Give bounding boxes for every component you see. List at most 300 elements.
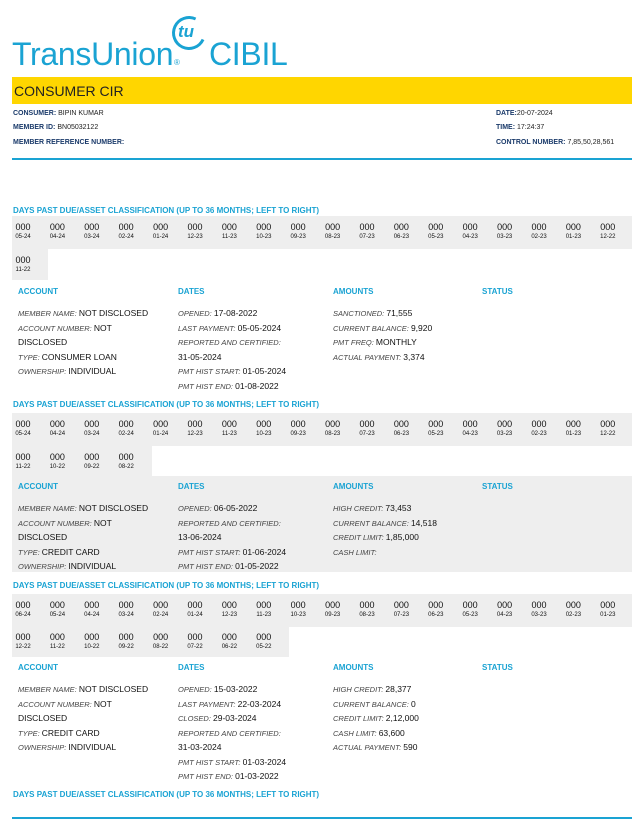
field-value: 31-03-2024 (178, 742, 222, 752)
dpd-cell (8, 419, 38, 437)
field-label: OPENED: (178, 504, 214, 513)
dpd-value: 000 (600, 600, 616, 610)
field-value: 28,377 (385, 684, 412, 694)
member-id-field (13, 124, 98, 131)
account-field (18, 364, 116, 380)
field-value: NOT (93, 698, 112, 709)
field-label: ACCOUNT NUMBER: (18, 323, 94, 333)
dpd-cell (593, 600, 623, 618)
dpd-value: 000 (462, 600, 478, 610)
field-label: OPENED: (178, 685, 214, 694)
dpd-section-title: DAYS PAST DUE/ASSET CLASSIFICATION (UP TO 36 MONTHS; LEFT TO RIGHT) (13, 790, 320, 799)
dpd-value: 000 (290, 419, 306, 429)
dpd-month: 06-23 (428, 612, 444, 618)
dpd-cell (111, 419, 141, 437)
dpd-value: 000 (15, 452, 31, 462)
dpd-cell (386, 600, 416, 618)
account-field (18, 740, 116, 756)
dpd-value: 000 (497, 222, 513, 232)
amounts-field (333, 306, 412, 322)
dpd-cell (249, 222, 279, 240)
dpd-month: 02-23 (565, 612, 582, 618)
field-label: TYPE: (18, 728, 42, 738)
dpd-cell (490, 600, 520, 618)
amounts-field (333, 682, 411, 698)
dpd-cell (318, 222, 348, 240)
field-label: CASH LIMIT: (333, 547, 377, 557)
amounts-field (333, 711, 419, 727)
account-field (18, 559, 116, 575)
field-label: OWNERSHIP: (18, 367, 69, 376)
dpd-cell (214, 632, 244, 650)
account-column-header: ACCOUNT (18, 287, 58, 296)
dpd-value: 000 (118, 600, 134, 610)
dpd-cell (386, 222, 416, 240)
dpd-value: 000 (153, 222, 169, 232)
dates-field (178, 559, 279, 575)
dpd-value: 000 (462, 222, 478, 232)
field-value: 17-08-2022 (213, 308, 258, 318)
amounts-column-header: AMOUNTS (333, 287, 374, 296)
dpd-value: 000 (84, 452, 100, 462)
account-field (18, 682, 148, 698)
dpd-month: 03-23 (496, 234, 513, 240)
dpd-value: 000 (359, 222, 375, 232)
dpd-cell (180, 222, 210, 240)
field-label: OWNERSHIP: (18, 743, 69, 752)
field-label: PMT HIST START: (178, 757, 243, 767)
dpd-month: 06-23 (393, 234, 410, 240)
dpd-month: 11-23 (221, 431, 237, 437)
dpd-value: 000 (118, 419, 134, 429)
dpd-cell (249, 600, 279, 618)
dpd-value: 000 (15, 632, 31, 642)
account-column-header: ACCOUNT (18, 482, 58, 491)
account-field (18, 530, 67, 545)
dpd-month: 02-24 (152, 612, 169, 618)
dpd-value: 000 (84, 632, 100, 642)
dpd-cell (77, 632, 107, 650)
dpd-month: 09-23 (324, 612, 341, 618)
dpd-cell (386, 419, 416, 437)
dpd-cell (421, 600, 451, 618)
field-value: 31-05-2024 (178, 351, 222, 362)
time-label: TIME: (496, 124, 516, 131)
dpd-cell (524, 600, 554, 618)
dpd-cell (180, 600, 210, 618)
dates-field (178, 682, 257, 698)
dpd-section-title: DAYS PAST DUE/ASSET CLASSIFICATION (UP TO 36 MONTHS; LEFT TO RIGHT) (13, 206, 320, 215)
field-label: MEMBER NAME: (18, 504, 79, 513)
field-value: CREDIT CARD (41, 727, 100, 738)
header-divider (12, 158, 632, 160)
field-value: 01-06-2024 (242, 546, 287, 557)
field-value: 71,555 (386, 308, 413, 318)
dpd-month: 09-23 (290, 234, 306, 240)
dpd-month: 12-23 (187, 234, 203, 240)
control-number-label: CONTROL NUMBER: (496, 139, 566, 146)
dates-field (178, 364, 286, 380)
dpd-value: 000 (428, 222, 444, 232)
dpd-value: 000 (531, 600, 547, 610)
dpd-month: 10-23 (256, 234, 272, 240)
dates-field (178, 501, 257, 517)
dpd-value: 000 (153, 419, 169, 429)
field-label: OWNERSHIP: (18, 562, 69, 571)
dpd-cell (77, 419, 107, 437)
dpd-value: 000 (118, 452, 134, 462)
field-value: 05-05-2024 (237, 322, 282, 333)
date-field (496, 110, 553, 117)
dpd-cell (455, 419, 485, 437)
dpd-cell (146, 632, 176, 650)
dpd-month: 04-24 (84, 612, 100, 618)
dpd-value: 000 (325, 222, 341, 232)
dates-column-header: DATES (178, 663, 205, 672)
dpd-cell (558, 419, 588, 437)
dpd-value: 000 (393, 600, 409, 610)
dpd-cell (180, 632, 210, 650)
dpd-month: 05-23 (462, 612, 478, 618)
amounts-field (333, 740, 417, 756)
field-label: ACTUAL PAYMENT: (333, 743, 404, 752)
field-label: ACCOUNT NUMBER: (18, 699, 94, 709)
dpd-value: 000 (118, 222, 134, 232)
field-value: 15-03-2022 (213, 684, 258, 694)
dates-field (178, 350, 221, 365)
dpd-month: 12-22 (600, 234, 616, 240)
dpd-cell (77, 600, 107, 618)
field-label: PMT FREQ: (333, 338, 376, 347)
dpd-value: 000 (393, 222, 409, 232)
dpd-value: 000 (256, 419, 272, 429)
dpd-month: 03-24 (84, 431, 100, 437)
dpd-month: 04-23 (462, 431, 478, 437)
dpd-cell (42, 419, 72, 437)
dpd-cell (111, 600, 141, 618)
field-label: CURRENT BALANCE: (333, 699, 411, 709)
field-value: CREDIT CARD (41, 546, 100, 557)
dpd-cell (42, 600, 72, 618)
field-label: CREDIT LIMIT: (333, 533, 386, 542)
status-column-header: STATUS (482, 663, 513, 672)
dates-field (178, 726, 281, 742)
field-value: 01-05-2024 (242, 366, 287, 376)
dpd-month: 05-23 (428, 431, 444, 437)
dpd-cell (8, 632, 38, 650)
dpd-month: 01-23 (600, 612, 616, 618)
dpd-value: 000 (84, 222, 100, 232)
dpd-month: 12-22 (600, 431, 616, 437)
dpd-cell (593, 419, 623, 437)
dpd-cell (214, 222, 244, 240)
dpd-month: 10-22 (84, 644, 100, 650)
dpd-value: 000 (187, 632, 203, 642)
dpd-month: 02-24 (118, 234, 134, 240)
dpd-month: 01-23 (565, 431, 582, 437)
dates-field (178, 335, 281, 351)
field-label: LAST PAYMENT: (178, 323, 238, 333)
field-label: REPORTED AND CERTIFIED: (178, 338, 281, 347)
field-value: 29-03-2024 (213, 713, 257, 723)
field-label: LAST PAYMENT: (178, 699, 238, 709)
field-label: MEMBER NAME: (18, 685, 79, 694)
dpd-cell (352, 600, 382, 618)
dates-field (178, 769, 279, 785)
dpd-value: 000 (256, 222, 272, 232)
time-value: 17:24:37 (517, 124, 545, 131)
member-id-label: MEMBER ID: (13, 124, 56, 131)
dpd-month: 04-23 (462, 234, 478, 240)
field-value: NOT DISCLOSED (78, 503, 149, 513)
dates-column-header: DATES (178, 287, 205, 296)
field-label: HIGH CREDIT: (333, 685, 386, 694)
dpd-month: 04-24 (49, 234, 66, 240)
dpd-value: 000 (49, 222, 65, 232)
tu-badge-text: tu (178, 22, 195, 41)
dpd-month: 07-23 (359, 234, 375, 240)
account-field (18, 350, 117, 366)
dpd-cell (146, 419, 176, 437)
member-ref-field (13, 139, 124, 146)
dpd-month: 02-24 (118, 431, 134, 437)
dpd-value: 000 (565, 222, 581, 232)
dates-column-header: DATES (178, 482, 205, 491)
field-value: DISCLOSED (18, 713, 68, 723)
dates-field (178, 755, 286, 771)
dpd-value: 000 (221, 222, 237, 232)
status-column-header: STATUS (482, 287, 513, 296)
field-label: PMT HIST START: (178, 367, 243, 376)
dpd-month: 07-22 (187, 644, 203, 650)
dates-field (178, 306, 257, 322)
dpd-cell (318, 419, 348, 437)
dpd-value: 000 (49, 600, 65, 610)
dpd-cell (421, 222, 451, 240)
dpd-value: 000 (153, 632, 169, 642)
dpd-cell (8, 255, 38, 273)
amounts-column-header: AMOUNTS (333, 482, 374, 491)
dpd-month: 12-22 (15, 644, 31, 650)
report-title: CONSUMER CIR (14, 83, 124, 99)
account-field (18, 306, 148, 322)
dpd-cell (42, 632, 72, 650)
field-value: 22-03-2024 (237, 698, 282, 709)
dpd-value: 000 (462, 419, 478, 429)
field-label: PMT HIST END: (178, 381, 236, 391)
field-label: TYPE: (18, 352, 42, 362)
field-label: PMT HIST END: (178, 562, 236, 571)
dpd-value: 000 (187, 222, 203, 232)
consumer-value: BIPIN KUMAR (58, 110, 104, 117)
member-id-value: BN05032122 (57, 124, 99, 131)
brand-logo (12, 14, 302, 74)
account-field (18, 516, 112, 532)
amounts-field (333, 501, 411, 517)
dates-field (178, 697, 281, 713)
field-label: CURRENT BALANCE: (333, 323, 411, 333)
dpd-cell (214, 600, 244, 618)
field-label: PMT HIST START: (178, 547, 243, 557)
dpd-month: 11-23 (221, 234, 237, 240)
account-field (18, 726, 100, 742)
dpd-value: 000 (187, 600, 203, 610)
dpd-cell (111, 632, 141, 650)
field-value: NOT DISCLOSED (78, 308, 149, 318)
dpd-cell (111, 452, 141, 470)
dpd-cell (455, 222, 485, 240)
dpd-cell (490, 419, 520, 437)
field-value: INDIVIDUAL (68, 366, 117, 376)
dpd-cell (180, 419, 210, 437)
field-label: REPORTED AND CERTIFIED: (178, 518, 281, 528)
amounts-field (333, 697, 416, 713)
field-value: NOT DISCLOSED (78, 684, 149, 694)
dpd-value: 000 (497, 600, 513, 610)
amounts-field (333, 350, 425, 366)
dpd-cell (352, 222, 382, 240)
field-label: ACTUAL PAYMENT: (333, 352, 404, 362)
field-label: PMT HIST END: (178, 772, 236, 781)
dpd-month: 05-24 (49, 612, 66, 618)
field-value: 13-06-2024 (178, 532, 222, 542)
dpd-month: 09-23 (290, 431, 306, 437)
dpd-month: 11-22 (49, 644, 65, 650)
dpd-month: 05-22 (256, 644, 272, 650)
dpd-month: 06-22 (221, 644, 238, 650)
dpd-value: 000 (359, 419, 375, 429)
dpd-cell (8, 452, 38, 470)
amounts-field (333, 335, 417, 351)
account-column-header: ACCOUNT (18, 663, 58, 672)
account-field (18, 711, 67, 726)
dpd-cell (318, 600, 348, 618)
dpd-month: 09-22 (84, 464, 100, 470)
dpd-month: 12-23 (221, 612, 238, 618)
dpd-value: 000 (325, 419, 341, 429)
dpd-value: 000 (290, 600, 306, 610)
dpd-value: 000 (15, 419, 31, 429)
dpd-cell (283, 419, 313, 437)
field-value: CONSUMER LOAN (41, 351, 117, 362)
dpd-month: 07-23 (393, 612, 410, 618)
field-label: ACCOUNT NUMBER: (18, 518, 94, 528)
dpd-cell (352, 419, 382, 437)
amounts-field (333, 726, 405, 742)
dpd-value: 000 (153, 600, 169, 610)
control-number-field (496, 139, 614, 146)
dpd-month: 08-23 (359, 612, 375, 618)
dpd-cell (524, 419, 554, 437)
field-label: CURRENT BALANCE: (333, 518, 411, 528)
dpd-cell (146, 222, 176, 240)
field-value: INDIVIDUAL (68, 742, 117, 752)
dates-field (178, 740, 221, 755)
field-label: REPORTED AND CERTIFIED: (178, 728, 281, 738)
dpd-value: 000 (118, 632, 134, 642)
account-field (18, 545, 100, 561)
field-value: 01-08-2022 (235, 380, 279, 391)
field-value: NOT (93, 517, 112, 528)
dpd-month: 01-24 (152, 234, 169, 240)
dates-field (178, 545, 286, 561)
dpd-cell (42, 452, 72, 470)
dpd-month: 10-23 (290, 612, 306, 618)
dpd-month: 04-23 (496, 612, 513, 618)
field-value: 73,453 (385, 503, 412, 513)
dpd-value: 000 (256, 600, 272, 610)
dpd-month: 01-23 (565, 234, 582, 240)
dpd-month: 07-23 (359, 431, 375, 437)
field-value: 3,374 (403, 351, 425, 362)
field-value: 0 (410, 698, 416, 709)
dpd-value: 000 (497, 419, 513, 429)
dates-field (178, 379, 279, 395)
dpd-month: 04-24 (49, 431, 66, 437)
field-label: CLOSED: (178, 714, 214, 723)
dpd-month: 05-24 (15, 234, 31, 240)
field-value: DISCLOSED (18, 337, 68, 347)
dpd-value: 000 (600, 419, 616, 429)
field-label: HIGH CREDIT: (333, 504, 386, 513)
field-value: 14,518 (410, 517, 437, 528)
field-value: MONTHLY (375, 337, 417, 347)
dpd-value: 000 (15, 255, 31, 265)
dpd-value: 000 (565, 600, 581, 610)
dpd-value: 000 (15, 222, 31, 232)
field-value: DISCLOSED (18, 532, 68, 542)
dpd-cell (249, 419, 279, 437)
footer-divider (12, 817, 632, 819)
date-value: 20-07-2024 (516, 110, 553, 117)
amounts-field (333, 545, 377, 561)
account-field (18, 321, 112, 337)
field-value: 01-03-2024 (242, 756, 287, 767)
dpd-value: 000 (221, 632, 237, 642)
dpd-cell (558, 600, 588, 618)
dpd-cell (42, 222, 72, 240)
dpd-value: 000 (84, 600, 100, 610)
amounts-field (333, 516, 437, 532)
dpd-month: 08-23 (324, 234, 341, 240)
dpd-cell (455, 600, 485, 618)
dpd-month: 11-22 (15, 267, 31, 273)
dpd-cell (111, 222, 141, 240)
dpd-value: 000 (256, 632, 272, 642)
dpd-month: 08-22 (152, 644, 169, 650)
field-label: MEMBER NAME: (18, 309, 79, 318)
dpd-month: 06-23 (393, 431, 410, 437)
dpd-value: 000 (49, 419, 65, 429)
field-value: 01-03-2022 (235, 771, 279, 781)
dpd-cell (249, 632, 279, 650)
dpd-value: 000 (221, 600, 237, 610)
amounts-field (333, 321, 432, 337)
dpd-cell (558, 222, 588, 240)
dpd-value: 000 (290, 222, 306, 232)
dpd-value: 000 (428, 419, 444, 429)
dpd-month: 08-22 (118, 464, 134, 470)
account-field (18, 697, 112, 713)
field-value: 1,85,000 (385, 532, 419, 542)
dpd-value: 000 (359, 600, 375, 610)
dpd-month: 06-24 (15, 612, 31, 618)
field-value: 06-05-2022 (213, 503, 258, 513)
date-label: DATE: (496, 110, 517, 117)
dpd-cell (214, 419, 244, 437)
dpd-value: 000 (84, 419, 100, 429)
dpd-month: 11-22 (15, 464, 31, 470)
